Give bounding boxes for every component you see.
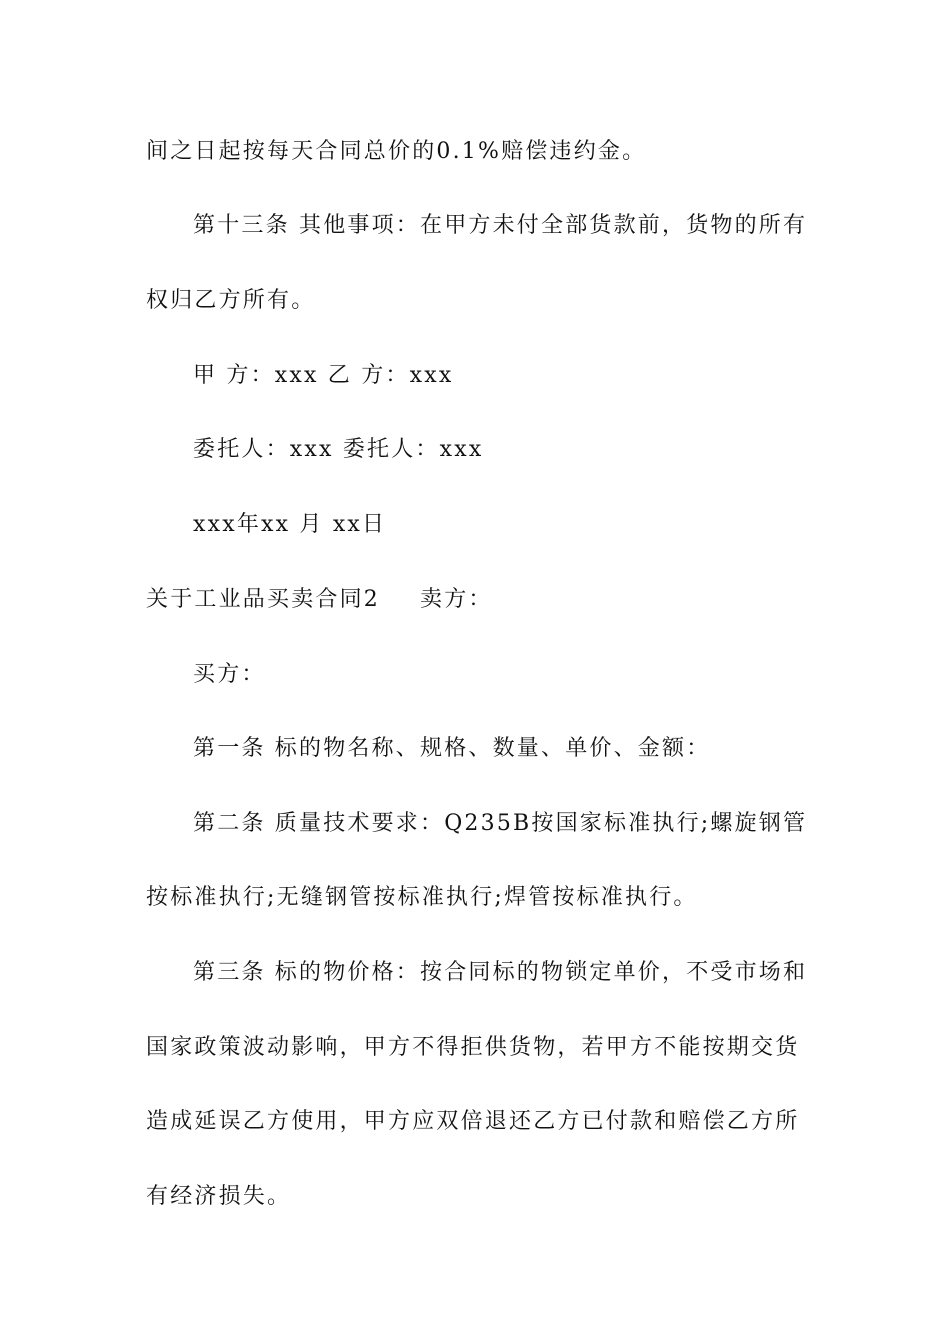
party-signature-line: 甲 方：xxx 乙 方：xxx xyxy=(193,363,454,388)
agent-signature-line: 委托人：xxx 委托人：xxx xyxy=(193,437,484,462)
paragraph-line: 按标准执行;无缝钢管按标准执行;焊管按标准执行。 xyxy=(146,885,698,910)
date-line: xxx年xx 月 xx日 xyxy=(193,512,387,537)
article-2-line: 第二条 质量技术要求：Q235B按国家标准执行;螺旋钢管 xyxy=(193,811,808,836)
paragraph-line: 有经济损失。 xyxy=(146,1184,292,1209)
contract-title: 关于工业品买卖合同2 xyxy=(146,587,380,612)
paragraph-line: 造成延误乙方使用，甲方应双倍退还乙方已付款和赔偿乙方所 xyxy=(146,1109,800,1134)
article-1-line: 第一条 标的物名称、规格、数量、单价、金额： xyxy=(193,736,711,761)
article-13-line: 第十三条 其他事项：在甲方未付全部货款前，货物的所有 xyxy=(193,213,808,238)
paragraph-line: 间之日起按每天合同总价的0.1%赔偿违约金。 xyxy=(146,139,647,164)
article-3-line: 第三条 标的物价格：按合同标的物锁定单价，不受市场和 xyxy=(193,960,808,985)
paragraph-line: 权归乙方所有。 xyxy=(146,288,316,313)
paragraph-line: 国家政策波动影响，甲方不得拒供货物，若甲方不能按期交货 xyxy=(146,1035,800,1060)
buyer-label: 买方： xyxy=(193,662,266,687)
seller-label: 卖方： xyxy=(420,587,493,612)
contract-title-line xyxy=(146,583,806,617)
